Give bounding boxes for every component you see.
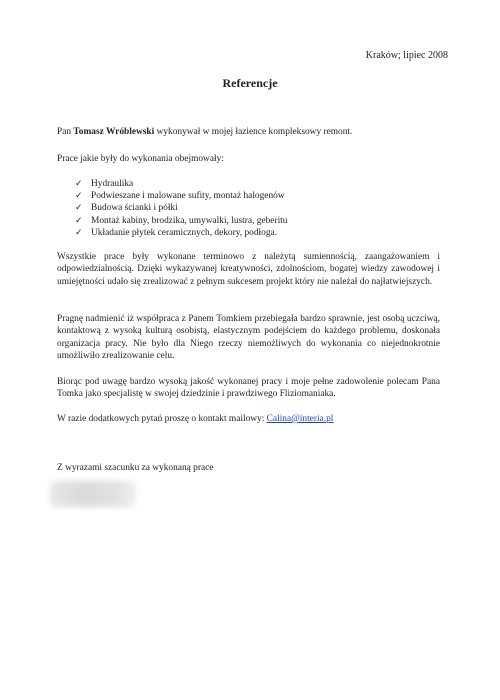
checkmark-icon: ✓ xyxy=(75,191,83,202)
intro-suffix: wykonywał w mojej łazience kompleksowy remont. xyxy=(156,127,353,137)
person-name: Tomasz Wróblewski xyxy=(73,127,155,137)
letter-title: Referencje xyxy=(222,76,278,90)
works-list-item xyxy=(75,215,287,227)
intro-paragraph xyxy=(57,126,440,138)
checkmark-icon: ✓ xyxy=(75,227,83,238)
works-list-item-label: Hydraulika xyxy=(91,179,134,189)
works-list-item-label: Układanie płytek ceramicznych, dekory, podłoga. xyxy=(91,227,278,238)
works-list-item xyxy=(75,190,287,202)
works-list-item-label: Podwieszane i malowane sufity, montaż halogenów xyxy=(91,191,285,202)
checkmark-icon: ✓ xyxy=(75,215,83,226)
works-list-item xyxy=(75,227,287,239)
blurred-signature xyxy=(50,481,136,507)
checkmark-icon: ✓ xyxy=(75,179,83,189)
letter-date: Kraków; lipiec 2008 xyxy=(365,50,448,61)
works-intro: Prace jakie były do wykonania obejmowały: xyxy=(57,154,224,164)
closing-line: Z wyrazami szacunku za wykonaną prace xyxy=(57,463,214,473)
intro-prefix: Pan xyxy=(57,127,72,137)
contact-paragraph xyxy=(57,413,440,425)
quality-paragraph: Wszystkie prace były wykonane terminowo z należytą sumiennością, zaangażowaniem i odpowiedzialnością. Dzięki wykazywanej kreatywności, zdolnościom, bogatej wiedzy zawodowej i umiejętności udało się zrealizować z pełnym sukcesem projekt który nie należał do najłatwiejszych. xyxy=(57,252,440,287)
checkmark-icon: ✓ xyxy=(75,203,83,214)
cooperation-paragraph: Pragnę nadmienić iż współpraca z Panem Tomkiem przebiegała bardzo sprawnie, jest osobą uczciwą, kontaktową z wysoką kulturą osobistą, elastycznym podejściem do każdego problemu, doskonała organizacja pracy. Nie było dla Niego rzeczy niemożliwych do wykonania co niejednokrotnie umożliwiło zrealizowanie celu. xyxy=(57,314,440,362)
recommendation-paragraph: Biorąc pod uwagę bardzo wysoką jakość wykonanej pracy i moje pełne zadowolenie polecam Pana Tomka jako specjalistę w swojej dziedzinie i prawdziwego Fliziomaniaka. xyxy=(57,377,440,400)
works-list-item-label: Budowa ścianki i półki xyxy=(91,203,178,214)
contact-email-link[interactable]: Calina@interia.pl xyxy=(266,414,334,424)
works-list-item-label: Montaż kabiny, brodzika, umywalki, lustra, geberitu xyxy=(91,215,288,226)
works-list xyxy=(75,178,287,239)
works-list-item xyxy=(75,202,287,214)
contact-text: W razie dodatkowych pytań proszę o kontakt mailowy: xyxy=(57,414,265,424)
works-list-item xyxy=(75,178,287,190)
